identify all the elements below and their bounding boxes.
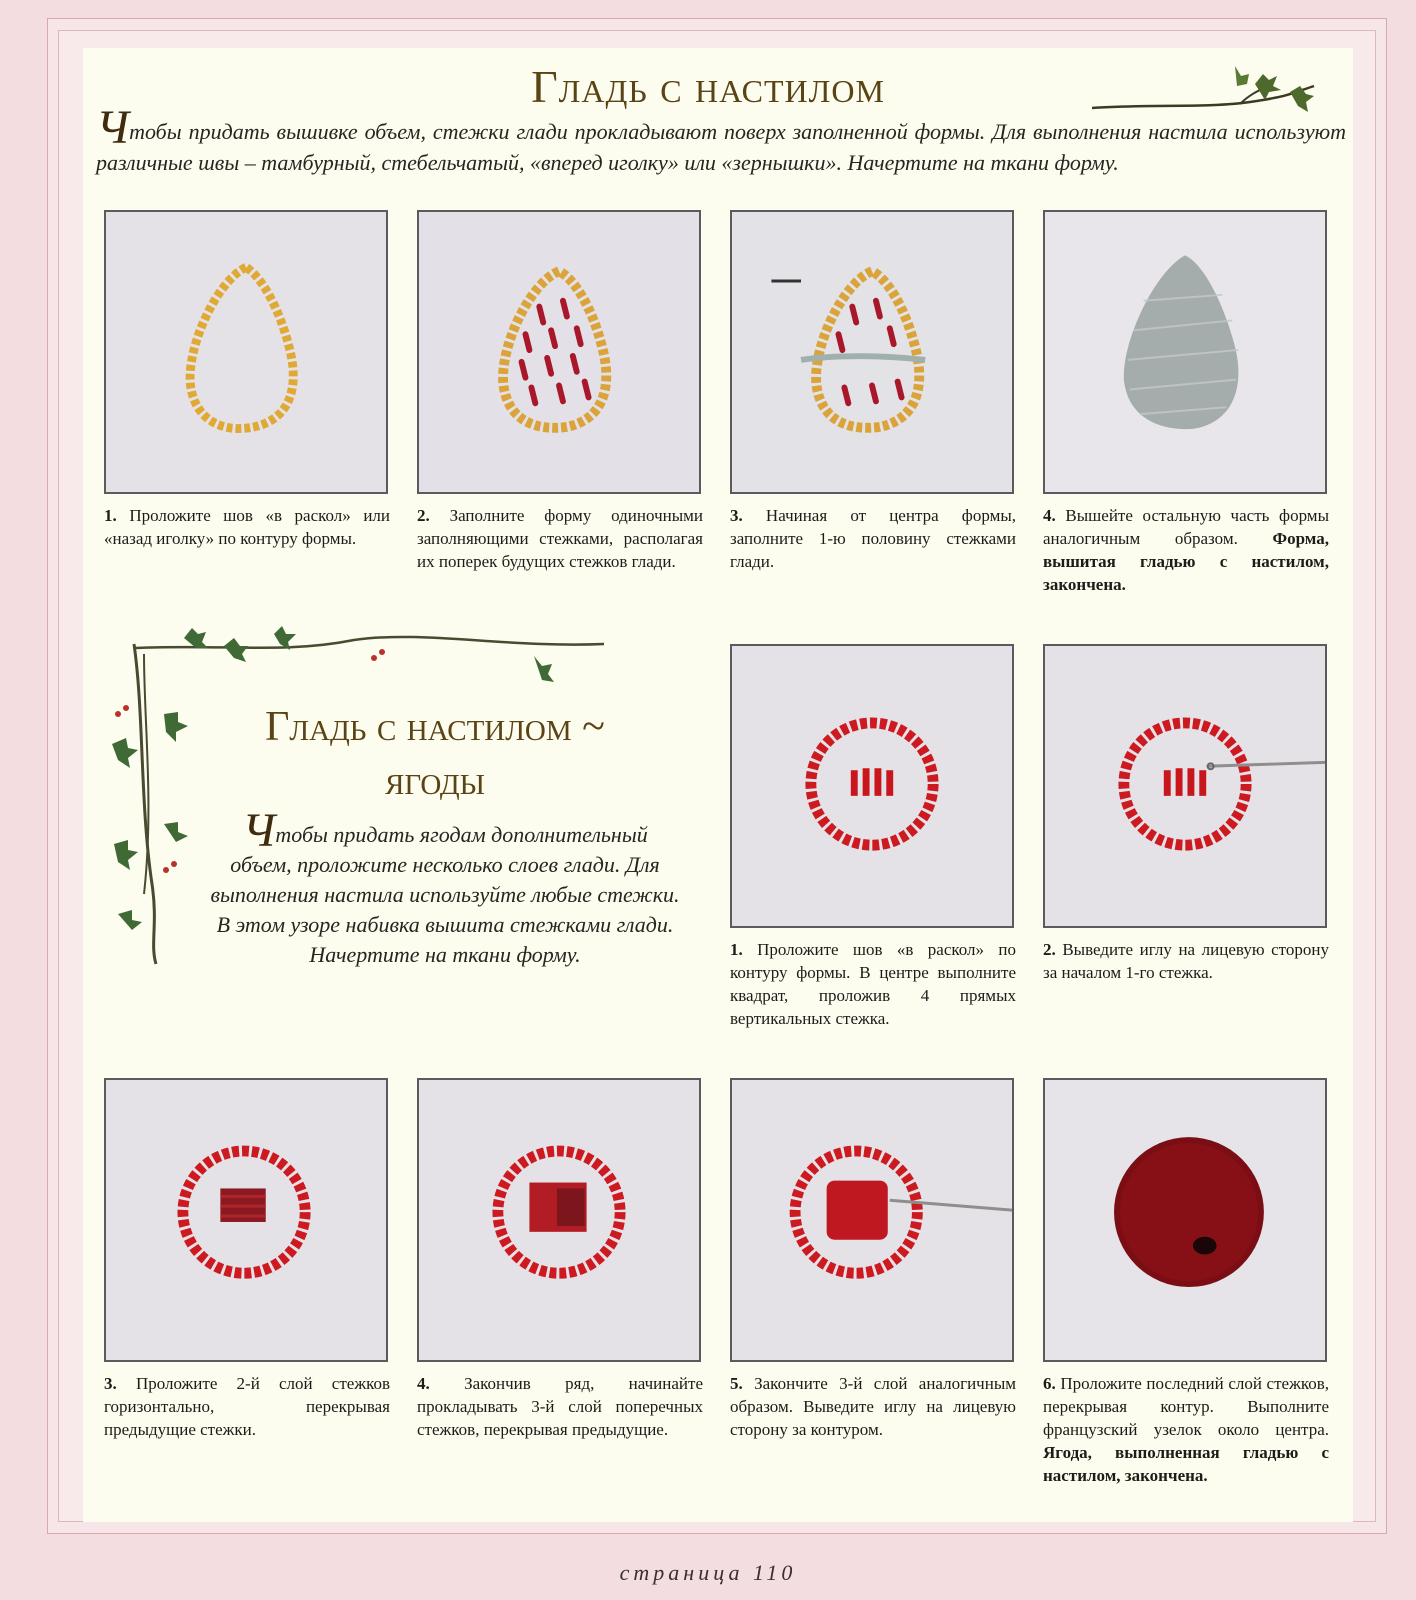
step-photo-3: [730, 210, 1014, 494]
step-caption-top-4: 4. Вышейте остальную часть формы аналогичным образом. Форма, вышитая гладью с настилом, закончена.: [1043, 506, 1330, 594]
step-caption-top-1: 1. Проложите шов «в раскол» или «назад иголку» по контуру формы.: [104, 506, 391, 548]
intro-text: тобы придать вышивке объем, стежки глади прокладывают поверх заполненной формы. Для выполнения настила используют различные швы – тамбурный, стебельчатый, «вперед иголку» или «зернышки». Начертите на ткани форму.: [96, 119, 1346, 175]
berry-caption-3: 3. Проложите 2-й слой стежков горизонтально, перекрывая предыдущие стежки.: [104, 1374, 390, 1439]
berries-intro-text: тобы придать ягодам дополнительный объем, проложите несколько слоев глади. Для выполнения настила используйте любые стежки. В этом узоре набивка вышита стежками глади. Начертите на ткани форму.: [210, 822, 680, 967]
berries-intro-paragraph: [210, 804, 680, 970]
step-photo-2: [417, 210, 701, 494]
step-photo-4: [1043, 210, 1327, 494]
berry-photo-6: [1043, 1078, 1327, 1362]
berry-photo-5: [730, 1078, 1014, 1362]
berry-photo-4: [417, 1078, 701, 1362]
berry-caption-4: 4. Закончив ряд, начинайте прокладывать 3-й слой поперечных стежков, перекрывая предыдущие.: [417, 1374, 703, 1439]
step-photo-1: [104, 210, 388, 494]
page-title: Гладь с настилом: [531, 61, 885, 112]
section-subtitle: [200, 700, 670, 808]
berry-caption-6: 6. Проложите последний слой стежков, перекрывая контур. Выполните французский узелок около центра. Ягода, выполненная гладью с настилом, закончена.: [1043, 1374, 1329, 1485]
subtitle-line-1: Гладь с настилом ~: [265, 704, 605, 750]
berry-caption-1: 1. Проложите шов «в раскол» по контуру формы. В центре выполните квадрат, проложив 4 прямых вертикальных стежка.: [730, 940, 1017, 1028]
intro-paragraph: [96, 101, 1346, 178]
step-caption-top-2: 2. Заполните форму одиночными заполняющими стежками, располагая их поперек будущих стежков глади.: [417, 506, 703, 571]
page-number: страница 110: [619, 1560, 797, 1585]
berries-intro-dropcap: Ч: [242, 804, 276, 857]
subtitle-line-2: ягоды: [385, 758, 485, 804]
berry-photo-1: [730, 644, 1014, 928]
step-caption-top-3: 3. Начиная от центра формы, заполните 1-ю половину стежками глади.: [730, 506, 1016, 571]
intro-dropcap: Ч: [96, 101, 130, 154]
berry-caption-2: 2. Выведите иглу на лицевую сторону за началом 1-го стежка.: [1043, 940, 1329, 982]
berry-photo-2: [1043, 644, 1327, 928]
berry-caption-5: 5. Закончите 3-й слой аналогичным образом. Выведите иглу на лицевую сторону за контуром.: [730, 1374, 1016, 1439]
berry-photo-3: [104, 1078, 388, 1362]
